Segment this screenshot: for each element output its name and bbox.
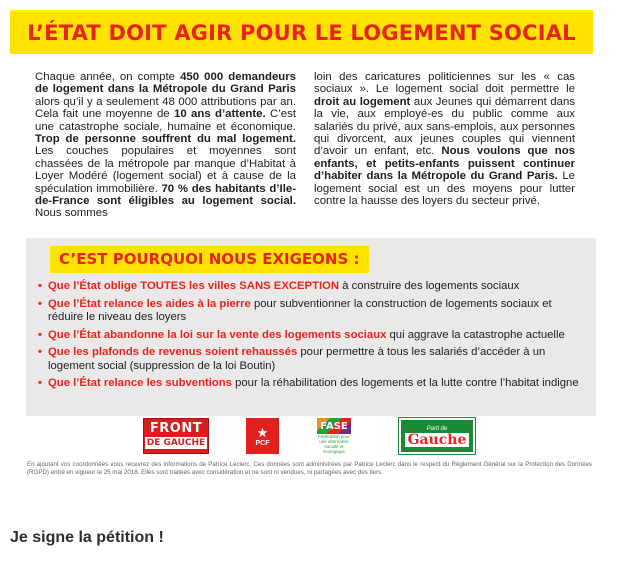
gauche-logo-prefix: Parti de [426, 425, 448, 432]
fase-logo-subtitle: Fédération pour une alternative sociale et écologique [318, 434, 350, 454]
party-logos [10, 418, 593, 456]
front-de-gauche-logo [143, 418, 209, 454]
petition-flyer [10, 0, 593, 490]
bullet-icon: • [38, 346, 42, 358]
demands-title: C’EST POURQUOI NOUS EXIGEONS : [59, 250, 360, 268]
body-text: Chaque année, on compte [35, 71, 181, 83]
bullet-icon: • [38, 377, 42, 389]
intro-text [35, 71, 575, 220]
emphasis-text: 10 ans d’attente. [174, 108, 266, 121]
bullet-icon: • [38, 297, 42, 310]
demands-heading-box [50, 246, 369, 273]
parti-de-gauche-logo [399, 418, 475, 454]
pcf-logo-text: PCF [255, 439, 270, 447]
fdg-logo-line1: FRONT [149, 421, 203, 436]
demand-item [38, 329, 584, 343]
demand-highlight: Que l’État abandonne la loi sur la vente des logements sociaux [48, 328, 387, 341]
demand-item [38, 377, 584, 391]
demand-text: à construire des logements sociaux [339, 280, 520, 292]
intro-column-right [314, 71, 575, 220]
emphasis-text: droit au logement [314, 95, 411, 108]
demand-highlight: Que les plafonds de revenus soient rehaussés [48, 346, 298, 358]
emphasis-text: Trop de personne souffrent du mal logement. [35, 133, 296, 146]
demand-text: pour permettre à tous les salariés d’accéder à un logement social (suppression de la loi Boutin) [48, 346, 546, 372]
body-text: loin des caricatures politiciennes sur les « cas sociaux ». Le logement social doit permettre le [314, 71, 575, 96]
demand-highlight: Que l’État relance les aides à la pierre [48, 297, 251, 310]
gauche-logo-main: Gauche [405, 433, 470, 447]
headline-banner [10, 10, 593, 54]
star-icon: ★ [256, 424, 269, 440]
body-text: C’est une catastrophe sociale, humaine et économique. [35, 108, 296, 133]
fase-logo-mark: FASE [317, 418, 351, 434]
pcf-logo [246, 418, 279, 454]
demand-text: pour subventionner la construction de logements sociaux et réduire le niveau des loyers [48, 297, 552, 323]
bullet-icon: • [38, 280, 42, 292]
intro-paragraph-left [35, 71, 296, 220]
headline-title: L’ÉTAT DOIT AGIR POUR LE LOGEMENT SOCIAL [27, 21, 576, 45]
demand-item [38, 298, 584, 325]
fdg-logo-line2: DE GAUCHE [146, 438, 206, 448]
demand-text: pour la réhabilitation des logements et la lutte contre l’habitat indigne [231, 377, 579, 389]
emphasis-text: 70 % des habitants d’Ile-de-France sont éligibles au logement social. [35, 182, 296, 208]
body-text: Nous sommes [35, 207, 108, 220]
body-text: Les couches populaires et moyennes sont chassées de la métropole par manque d’Habitat à Loyer Modéré (logement social) et à cause de la spéculation immobilière. [35, 145, 296, 195]
intro-paragraph-right [314, 71, 575, 207]
demand-list [38, 280, 584, 395]
body-text: alors qu’il y a seulement 48 000 attributions par an. Cela fait une moyenne de [35, 95, 296, 121]
demand-highlight: Que l’État oblige TOUTES les villes SANS EXCEPTION [48, 280, 340, 292]
demand-text: qui aggrave la catastrophe actuelle [386, 328, 565, 341]
demand-highlight: Que l’État relance les subventions [48, 377, 232, 389]
emphasis-text: Nous voulons que nos enfants, et petits-enfants puissent continuer d’habiter dans la Métropole du Grand Paris. [314, 145, 576, 183]
demand-item [38, 346, 584, 373]
fase-logo [316, 418, 352, 454]
bullet-icon: • [38, 328, 42, 341]
intro-column-left [35, 71, 296, 220]
emphasis-text: 450 000 demandeurs de logement dans la Métropole du Grand Paris [35, 71, 296, 96]
sign-petition-link[interactable]: Je signe la pétition ! [10, 529, 164, 546]
rgpd-disclaimer: En ajoutant vos coordonnées vous recevrez des informations de Patrice Leclerc. Ces données sont administrées par Patrice Leclerc dans le respect du Règlement Général sur la Protection des Données (RGPD) entré en vigueur le 25 mai 2018. Elles sont traitées avec considération et ne sont ni vendues, ni partagées avec des tiers. [27, 461, 592, 476]
demand-item [38, 280, 584, 294]
body-text: Le logement social est un des moyens pour lutter contre la hausse des loyers du secteur privé. [314, 170, 575, 208]
demands-panel [26, 238, 596, 416]
body-text: aux Jeunes qui démarrent dans la vie, aux employé-es du public comme aux salariés du privé, aux sans-emplois, aux personnes qui divorcent, aux jeunes couples qui viennent d’avoir un enfant, etc. [314, 95, 576, 158]
